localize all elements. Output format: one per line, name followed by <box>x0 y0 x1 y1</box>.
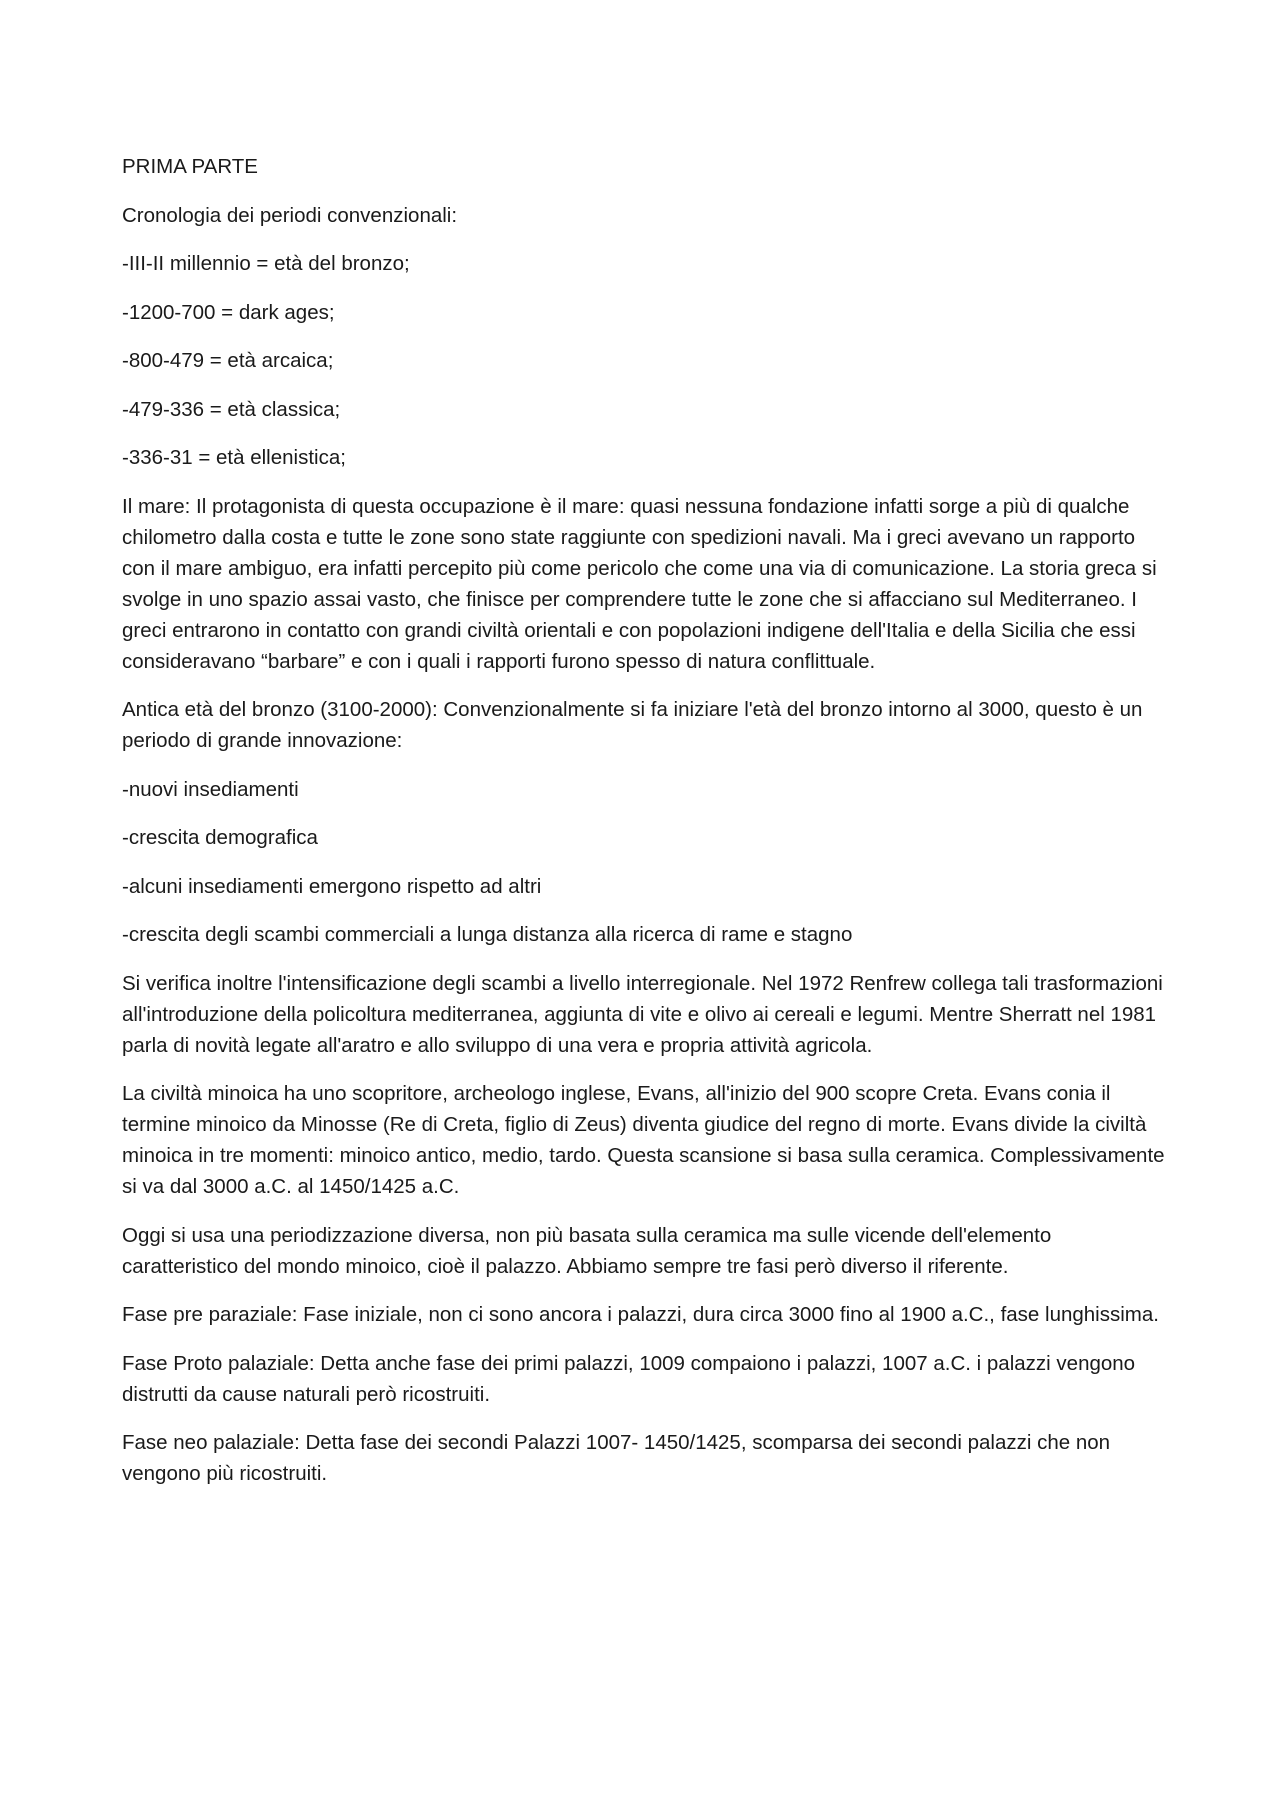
paragraph-bronzo: Antica età del bronzo (3100-2000): Convenzionalmente si fa iniziare l'età del bronzo intorno al 3000, questo è un periodo di grande innovazione: <box>122 698 1143 752</box>
paragraph-fase-neo: Fase neo palaziale: Detta fase dei secondi Palazzi 1007- 1450/1425, scomparsa dei secondi palazzi che non vengono più ricostruiti. <box>122 1431 1111 1485</box>
chronology-title: Cronologia dei periodi convenzionali: <box>122 203 458 227</box>
paragraph-minoica: La civiltà minoica ha uno scopritore, archeologo inglese, Evans, all'inizio del 900 scopre Creta. Evans conia il termine minoico da Minosse (Re di Creta, figlio di Zeus) diventa giudice del regno di morte. Evans divide la civiltà minoica in tre momenti: minoico antico, medio, tardo. Questa scansione si basa sulla ceramica. Complessivamente si va dal 3000 a.C. al 1450/1425 a.C. <box>122 1082 1165 1198</box>
chronology-item: -336-31 = età ellenistica; <box>122 446 346 469</box>
paragraph-fase-proto: Fase Proto palaziale: Detta anche fase dei primi palazzi, 1009 compaiono i palazzi, 1007 a.C. i palazzi vengono distrutti da cause naturali però ricostruiti. <box>122 1351 1136 1406</box>
innovation-item: -nuovi insediamenti <box>122 777 299 801</box>
document-body <box>122 151 1172 1507</box>
chronology-item: -800-479 = età arcaica; <box>122 349 334 372</box>
paragraph-periodizzazione: Oggi si usa una periodizzazione diversa, non più basata sulla ceramica ma sulle vicende dell'elemento caratteristico del mondo minoico, cioè il palazzo. Abbiamo sempre tre fasi però diverso il riferente. <box>122 1223 1052 1278</box>
chronology-item: -479-336 = età classica; <box>122 397 341 421</box>
chronology-item: -III-II millennio = età del bronzo; <box>122 252 410 275</box>
innovation-item: -crescita degli scambi commerciali a lunga distanza alla ricerca di rame e stagno <box>122 923 853 946</box>
paragraph-scambi: Si verifica inoltre l'intensificazione degli scambi a livello interregionale. Nel 1972 Renfrew collega tali trasformazioni all'introduzione della policoltura mediterranea, aggiunta di vite e olivo ai cereali e legumi. Mentre Sherratt nel 1981 parla di novità legate all'aratro e allo sviluppo di una vera e propria attività agricola. <box>122 971 1163 1057</box>
chronology-item: -1200-700 = dark ages; <box>122 300 335 324</box>
paragraph-mare: Il mare: Il protagonista di questa occupazione è il mare: quasi nessuna fondazione infatti sorge a più di qualche chilometro dalla costa e tutte le zone sono state raggiunte con spedizioni navali. Ma i greci avevano un rapporto con il mare ambiguo, era infatti percepito più come pericolo che come una via di comunicazione. La storia greca si svolge in uno spazio assai vasto, che finisce per comprendere tutte le zone che si affacciano sul Mediterraneo. I greci entrarono in contatto con grandi civiltà orientali e con popolazioni indigene dell'Italia e della Sicilia che essi consideravano “barbare” e con i quali i rapporti furono spesso di natura conflittuale. <box>122 494 1157 673</box>
document-heading: PRIMA PARTE <box>122 155 258 178</box>
innovation-item: -alcuni insediamenti emergono rispetto ad altri <box>122 874 542 898</box>
paragraph-fase-pre: Fase pre paraziale: Fase iniziale, non ci sono ancora i palazzi, dura circa 3000 fino al 1900 a.C., fase lunghissima. <box>122 1303 1159 1326</box>
innovation-item: -crescita demografica <box>122 826 318 849</box>
